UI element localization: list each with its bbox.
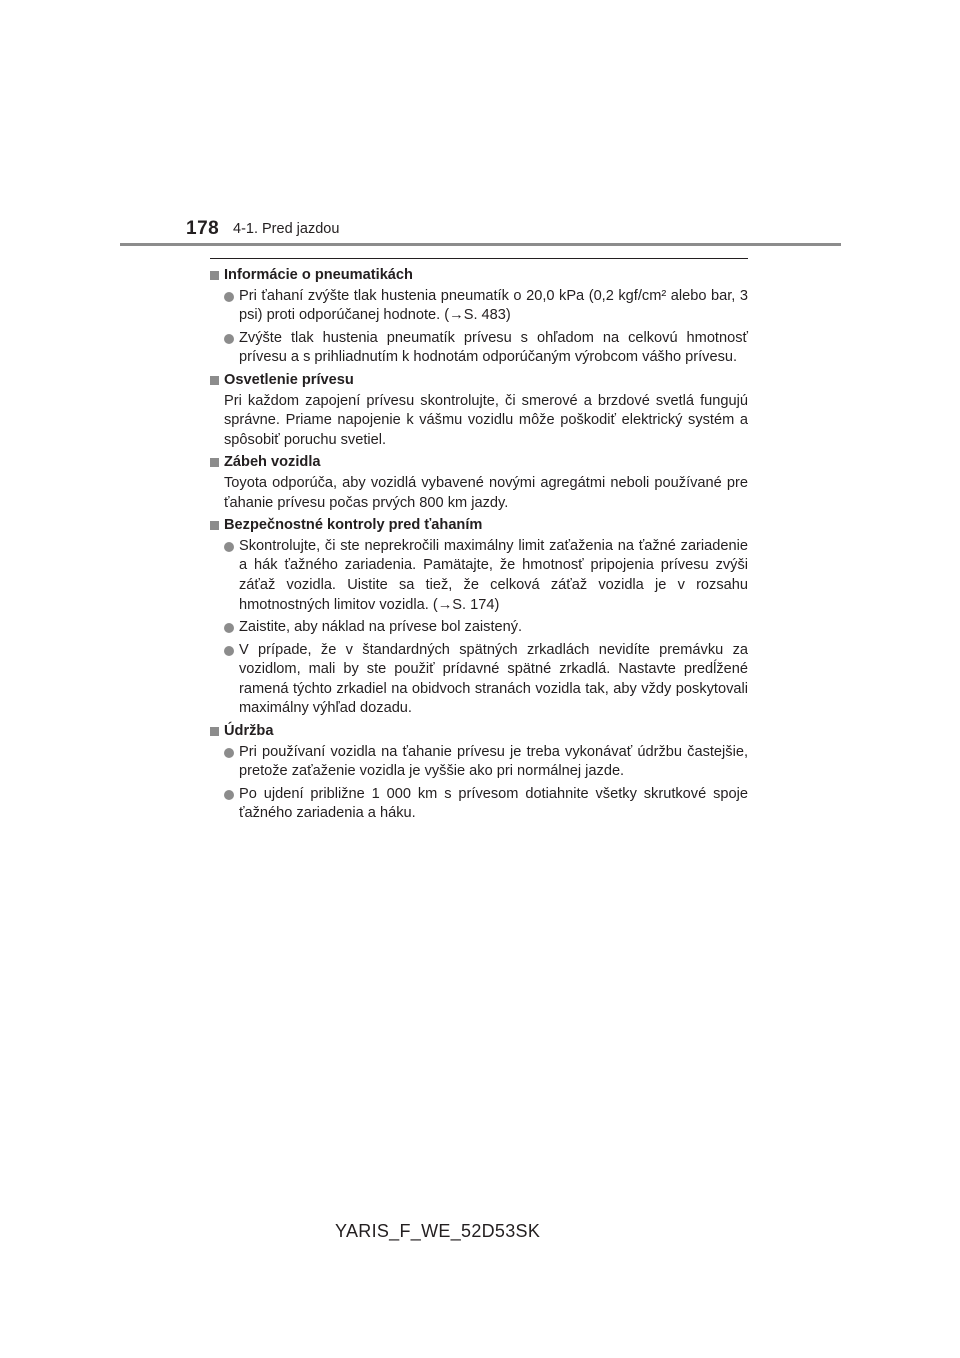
section-title: Osvetlenie prívesu bbox=[224, 371, 354, 388]
list-item bbox=[210, 743, 748, 782]
circle-bullet-icon bbox=[224, 542, 234, 552]
section-paragraph: Pri každom zapojení prívesu skontrolujte, či smerové a brzdové svetlá fungujú správne. Priame napojenie k vášmu vozidlu môže poškodiť elektrický systém a spôsobiť poruchu svetiel. bbox=[224, 392, 748, 448]
circle-bullet-icon bbox=[224, 292, 234, 302]
square-bullet-icon bbox=[210, 458, 219, 467]
bullet-text: Po ujdení približne 1 000 km s prívesom dotiahnite všetky skrutkové spoje ťažného zariadenia a háku. bbox=[239, 785, 748, 822]
main-content bbox=[210, 266, 748, 827]
bullet-text: Pri ťahaní zvýšte tlak hustenia pneumatík o 20,0 kPa (0,2 kgf/cm² alebo bar, 3 psi) proti odporúčanej hodnote. (→S. 483) bbox=[239, 287, 748, 324]
section-trailer-lights bbox=[210, 371, 748, 450]
square-bullet-icon bbox=[210, 521, 219, 530]
document-code: YARIS_F_WE_52D53SK bbox=[335, 1221, 541, 1241]
section-heading bbox=[210, 266, 748, 286]
header-divider bbox=[120, 243, 841, 246]
section-break-in bbox=[210, 453, 748, 513]
square-bullet-icon bbox=[210, 727, 219, 736]
list-item bbox=[210, 618, 748, 638]
section-title: Údržba bbox=[224, 723, 274, 740]
section-heading bbox=[210, 722, 748, 742]
circle-bullet-icon bbox=[224, 623, 234, 633]
content-divider bbox=[210, 258, 748, 259]
list-item bbox=[210, 287, 748, 326]
list-item bbox=[210, 537, 748, 615]
page-number: 178 bbox=[186, 218, 220, 239]
section-title: Informácie o pneumatikách bbox=[224, 267, 413, 283]
section-heading bbox=[210, 516, 748, 536]
bullet-text: Zaistite, aby náklad na prívese bol zaistený. bbox=[239, 619, 523, 636]
section-heading bbox=[210, 371, 748, 391]
square-bullet-icon bbox=[210, 376, 219, 385]
list-item bbox=[210, 641, 748, 719]
section-safety-checks bbox=[210, 516, 748, 719]
bullet-text: Zvýšte tlak hustenia pneumatík prívesu s ohľadom na celkovú hmotnosť prívesu a s prihliadnutím k hodnotám odporúčaným výrobcom vášho prívesu. bbox=[239, 329, 748, 366]
bullet-text: V prípade, že v štandardných spätných zrkadlách nevidíte premávku za vozidlom, mali by ste použiť prídavné spätné zrkadlá. Nastavte predĺžené ramená týchto zrkadiel na obidvoch stranách vozidla tak, aby vždy poskytovali maximálny výhľad dozadu. bbox=[239, 641, 748, 717]
section-title: Bezpečnostné kontroly pred ťahaním bbox=[224, 517, 483, 534]
bullet-text: Skontrolujte, či ste neprekročili maximálny limit zaťaženia na ťažné zariadenie a hák ťažného zariadenia. Pamätajte, že hmotnosť pripojenia prívesu zvýši záťaž vozidla. Uistite sa tiež, že celková záťaž vozidla je v rozsahu hmotnostných limitov vozidla. (→S. 174) bbox=[239, 537, 748, 613]
chapter-title: 4-1. Pred jazdou bbox=[233, 221, 340, 237]
circle-bullet-icon bbox=[224, 646, 234, 656]
section-title: Zábeh vozidla bbox=[224, 454, 321, 471]
section-maintenance bbox=[210, 722, 748, 824]
circle-bullet-icon bbox=[224, 748, 234, 758]
circle-bullet-icon bbox=[224, 790, 234, 800]
section-heading bbox=[210, 453, 748, 473]
list-item bbox=[210, 785, 748, 824]
square-bullet-icon bbox=[210, 271, 219, 280]
section-tire-info bbox=[210, 266, 748, 368]
list-item bbox=[210, 329, 748, 368]
circle-bullet-icon bbox=[224, 334, 234, 344]
bullet-text: Pri používaní vozidla na ťahanie prívesu je treba vykonávať údržbu častejšie, pretože zaťaženie vozidla je vyššie ako pri normálnej jazde. bbox=[239, 743, 748, 780]
section-paragraph: Toyota odporúča, aby vozidlá vybavené novými agregátmi neboli používané pre ťahanie prívesu počas prvých 800 km jazdy. bbox=[224, 474, 748, 511]
